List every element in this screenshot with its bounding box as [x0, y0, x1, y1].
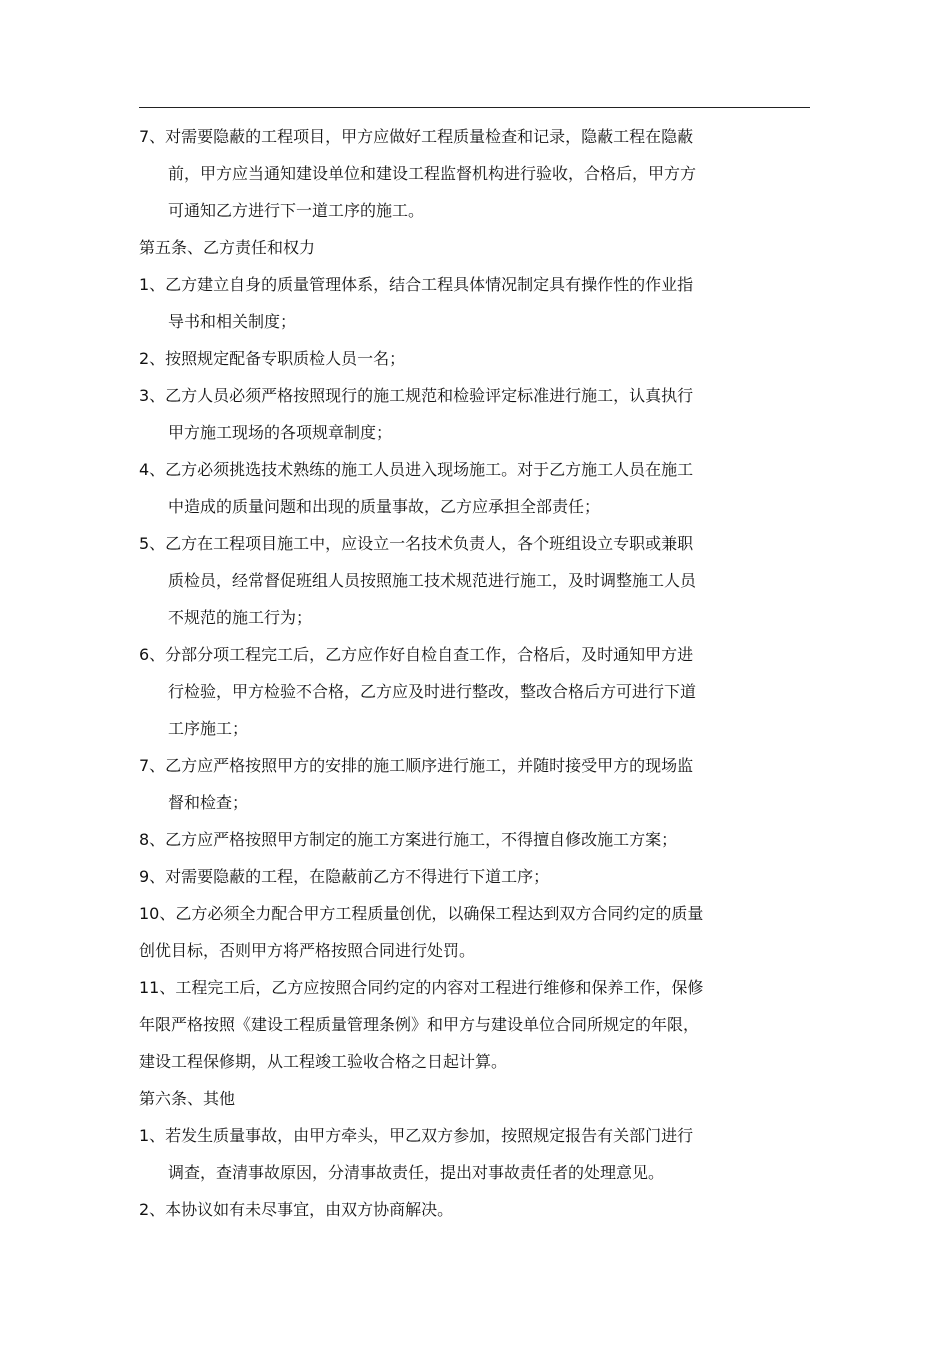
text-line: 可通知乙方进行下一道工序的施工。: [168, 201, 425, 220]
other-item-2: [139, 1191, 779, 1228]
party-b-item-6: [139, 636, 779, 747]
text-line: 第六条、其他: [139, 1089, 236, 1108]
text-line: 7、对需要隐蔽的工程项目，甲方应做好工程质量检查和记录，隐蔽工程在隐蔽: [139, 127, 694, 146]
party-b-item-4: [139, 451, 779, 525]
text-line: 3、乙方人员必须严格按照现行的施工规范和检验评定标准进行施工，认真执行: [139, 386, 694, 405]
text-line: 导书和相关制度；: [168, 312, 297, 331]
other-item-1: [139, 1117, 779, 1191]
text-line: 7、乙方应严格按照甲方的安排的施工顺序进行施工，并随时接受甲方的现场监: [139, 756, 694, 775]
party-b-item-1: [139, 266, 779, 340]
text-line: 1、乙方建立自身的质量管理体系，结合工程具体情况制定具有操作性的作业指: [139, 275, 694, 294]
header-rule: [139, 107, 810, 108]
text-line: 不规范的施工行为；: [168, 608, 313, 627]
text-line: 2、本协议如有未尽事宜，由双方协商解决。: [139, 1200, 454, 1219]
section-heading-6: [139, 1080, 779, 1117]
text-line: 甲方施工现场的各项规章制度；: [168, 423, 393, 442]
party-b-item-2: [139, 340, 779, 377]
party-b-item-5: [139, 525, 779, 636]
text-line: 工序施工；: [168, 719, 249, 738]
text-line: 1、若发生质量事故，由甲方牵头，甲乙双方参加，按照规定报告有关部门进行: [139, 1126, 694, 1145]
text-line: 调查，查清事故原因，分清事故责任，提出对事故责任者的处理意见。: [168, 1163, 665, 1182]
text-line: 督和检查；: [168, 793, 249, 812]
text-line: 第五条、乙方责任和权力: [139, 238, 316, 257]
party-b-item-9: [139, 858, 779, 895]
text-line: 4、乙方必须挑选技术熟练的施工人员进入现场施工。对于乙方施工人员在施工: [139, 460, 694, 479]
party-b-item-10: [139, 895, 779, 969]
text-line: 11、工程完工后，乙方应按照合同约定的内容对工程进行维修和保养工作，保修: [139, 978, 704, 997]
party-b-item-11: [139, 969, 779, 1080]
party-b-item-3: [139, 377, 779, 451]
text-line: 建设工程保修期，从工程竣工验收合格之日起计算。: [139, 1052, 508, 1071]
text-line: 10、乙方必须全力配合甲方工程质量创优，以确保工程达到双方合同约定的质量: [139, 904, 704, 923]
party-b-item-8: [139, 821, 779, 858]
text-line: 8、乙方应严格按照甲方制定的施工方案进行施工，不得擅自修改施工方案；: [139, 830, 678, 849]
text-line: 9、对需要隐蔽的工程，在隐蔽前乙方不得进行下道工序；: [139, 867, 550, 886]
party-b-item-7: [139, 747, 779, 821]
text-line: 质检员，经常督促班组人员按照施工技术规范进行施工，及时调整施工人员: [168, 571, 697, 590]
text-line: 中造成的质量问题和出现的质量事故，乙方应承担全部责任；: [168, 497, 601, 516]
text-line: 5、乙方在工程项目施工中，应设立一名技术负责人，各个班组设立专职或兼职: [139, 534, 694, 553]
section-heading-5: [139, 229, 779, 266]
text-line: 创优目标，否则甲方将严格按照合同进行处罚。: [139, 941, 476, 960]
document-body: [139, 118, 779, 1228]
text-line: 前，甲方应当通知建设单位和建设工程监督机构进行验收，合格后，甲方方: [168, 164, 697, 183]
text-line: 行检验，甲方检验不合格，乙方应及时进行整改，整改合格后方可进行下道: [168, 682, 697, 701]
text-line: 6、分部分项工程完工后，乙方应作好自检自查工作，合格后，及时通知甲方进: [139, 645, 694, 664]
text-line: 年限严格按照《建设工程质量管理条例》和甲方与建设单位合同所规定的年限，: [139, 1015, 700, 1034]
clause-5-item-7: [139, 118, 779, 229]
text-line: 2、按照规定配备专职质检人员一名；: [139, 349, 406, 368]
